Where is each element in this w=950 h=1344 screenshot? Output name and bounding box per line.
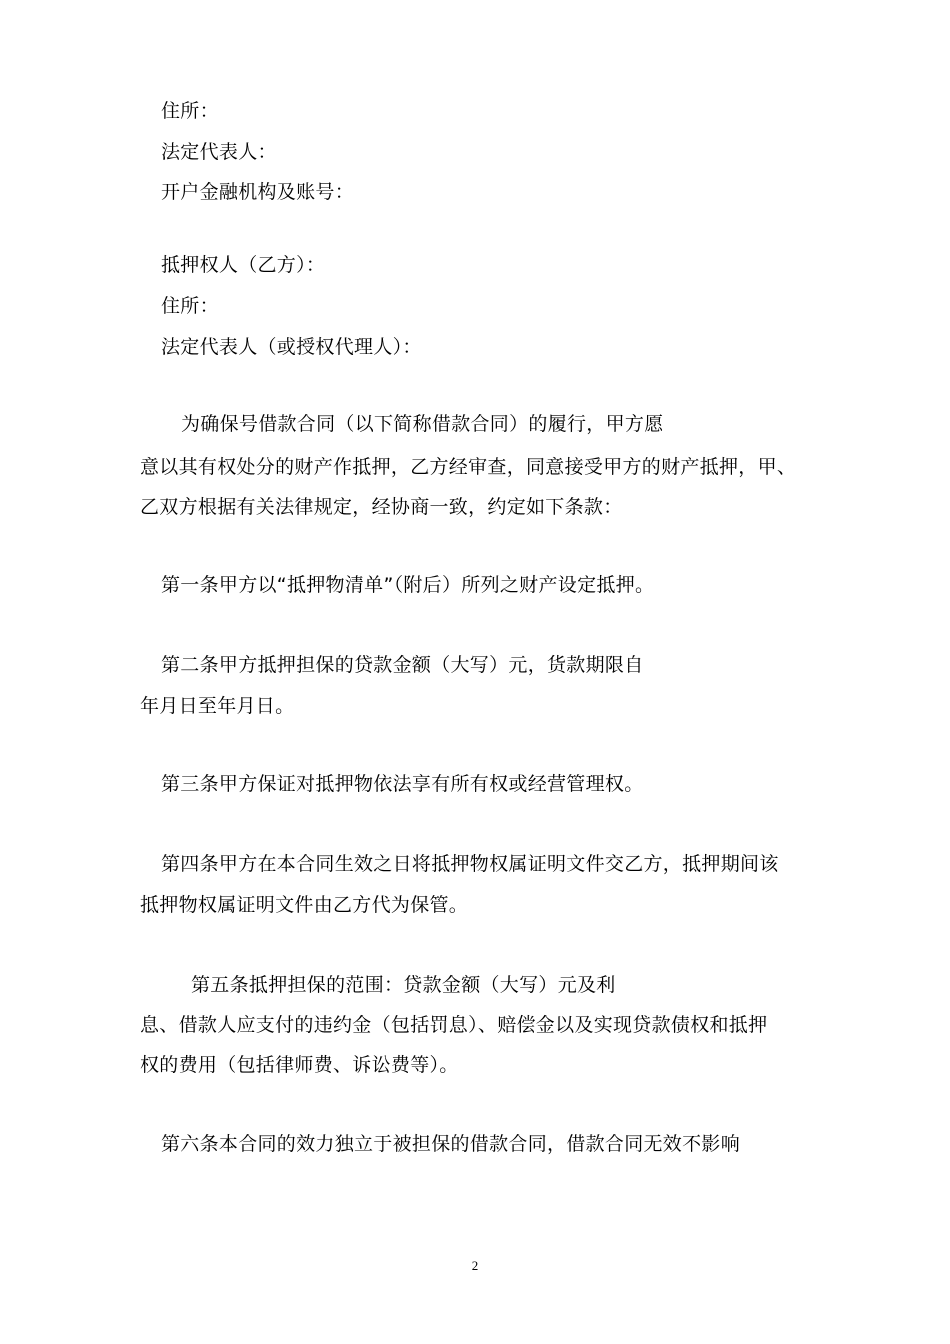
preamble-line-2: 意以其有权处分的财产作抵押，乙方经审查，同意接受甲方的财产抵押，甲、: [140, 456, 797, 478]
mortgagee-address-line: 住所：: [161, 295, 219, 317]
article-5-line-1: 第五条抵押担保的范围：贷款金额（大写）元及利: [191, 974, 616, 996]
mortgagee-legal-rep-line: 法定代表人（或授权代理人）：: [161, 336, 422, 358]
article-4-line-1: 第四条甲方在本合同生效之日将抵押物权属证明文件交乙方，抵押期间该: [161, 853, 779, 875]
article-5-line-2: 息、借款人应支付的违约金（包括罚息）、赔偿金以及实现贷款债权和抵押: [140, 1014, 768, 1036]
article-2-line-2: 年月日至年月日。: [140, 695, 295, 717]
article-2-line-1: 第二条甲方抵押担保的贷款金额（大写）元，货款期限自: [161, 654, 644, 676]
mortgagee-label: 抵押权人（乙方）：: [161, 254, 326, 276]
page-number: 2: [471, 1258, 479, 1273]
article-5-line-3: 权的费用（包括律师费、诉讼费等）。: [140, 1054, 459, 1076]
bank-account-line: 开户金融机构及账号：: [161, 181, 355, 203]
article-3: 第三条甲方保证对抵押物依法享有所有权或经营管理权。: [161, 773, 644, 795]
article-1: 第一条甲方以“抵押物清单”（附后）所列之财产设定抵押。: [161, 574, 655, 596]
preamble-line-3: 乙双方根据有关法律规定，经协商一致，约定如下条款：: [140, 496, 623, 518]
article-6-line-1: 第六条本合同的效力独立于被担保的借款合同，借款合同无效不影响: [161, 1133, 741, 1155]
mortgagor-legal-rep-line: 法定代表人：: [161, 141, 277, 163]
article-4-line-2: 抵押物权属证明文件由乙方代为保管。: [140, 894, 469, 916]
preamble-line-1: 为确保号借款合同（以下简称借款合同）的履行，甲方愿: [181, 413, 664, 435]
mortgagor-address-line: 住所：: [161, 100, 219, 122]
